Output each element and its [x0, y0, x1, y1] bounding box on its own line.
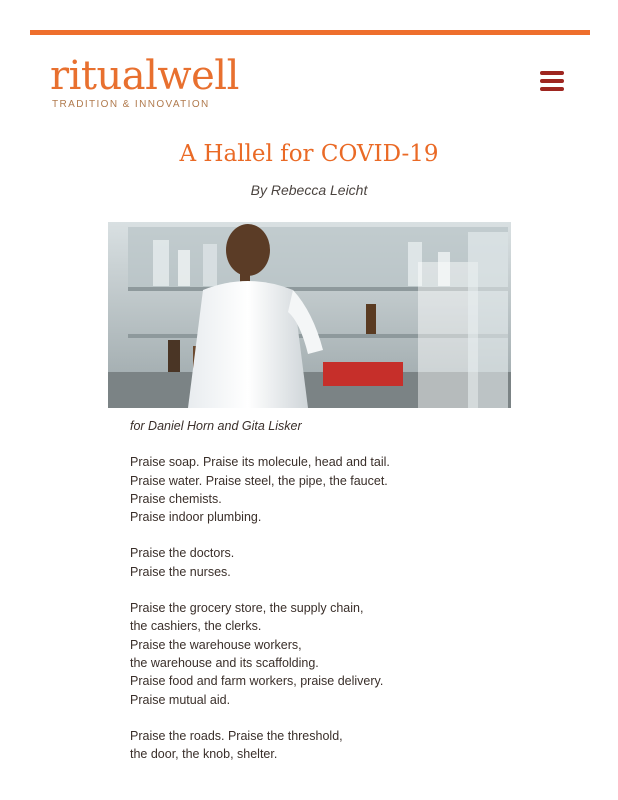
hamburger-menu-icon[interactable] — [540, 71, 564, 91]
menu-bar — [540, 87, 564, 91]
poem-line: Praise the roads. Praise the threshold, — [130, 728, 343, 743]
poem-line: Praise the grocery store, the supply chain, — [130, 601, 364, 616]
site-logo[interactable] — [50, 53, 239, 110]
logo-tagline: TRADITION & INNOVATION — [52, 99, 210, 110]
lab-scene-illustration — [108, 222, 511, 408]
poem-line: Praise the warehouse workers, — [130, 637, 302, 652]
menu-bar — [540, 79, 564, 83]
poem-line: the door, the knob, shelter. — [130, 747, 278, 762]
poem-stanza — [130, 727, 550, 764]
poem-stanza — [130, 453, 550, 526]
poem-stanza — [130, 544, 550, 581]
poem-body — [130, 417, 550, 781]
poem-line: Praise food and farm workers, praise delivery. — [130, 674, 384, 689]
poem-line: Praise the doctors. — [130, 546, 235, 561]
logo-wordmark: ritualwell — [50, 53, 239, 99]
lab-photo — [108, 222, 511, 408]
poem-line: Praise soap. Praise its molecule, head and tail. — [130, 455, 390, 470]
poem-line: the cashiers, the clerks. — [130, 619, 262, 634]
poem-line: Praise chemists. — [130, 491, 222, 506]
poem-line: the warehouse and its scaffolding. — [130, 655, 319, 670]
poem-line: Praise mutual aid. — [130, 692, 231, 707]
poem-line: Praise indoor plumbing. — [130, 510, 262, 525]
poem-dedication: for Daniel Horn and Gita Lisker — [130, 419, 302, 433]
page-title: A Hallel for COVID-19 — [179, 141, 439, 167]
top-accent-bar — [30, 30, 590, 35]
poem-line: Praise water. Praise steel, the pipe, the faucet. — [130, 473, 388, 488]
menu-bar — [540, 71, 564, 75]
poem-stanza — [130, 599, 550, 709]
article-byline: By Rebecca Leicht — [250, 182, 368, 198]
poem-line: Praise the nurses. — [130, 564, 231, 579]
